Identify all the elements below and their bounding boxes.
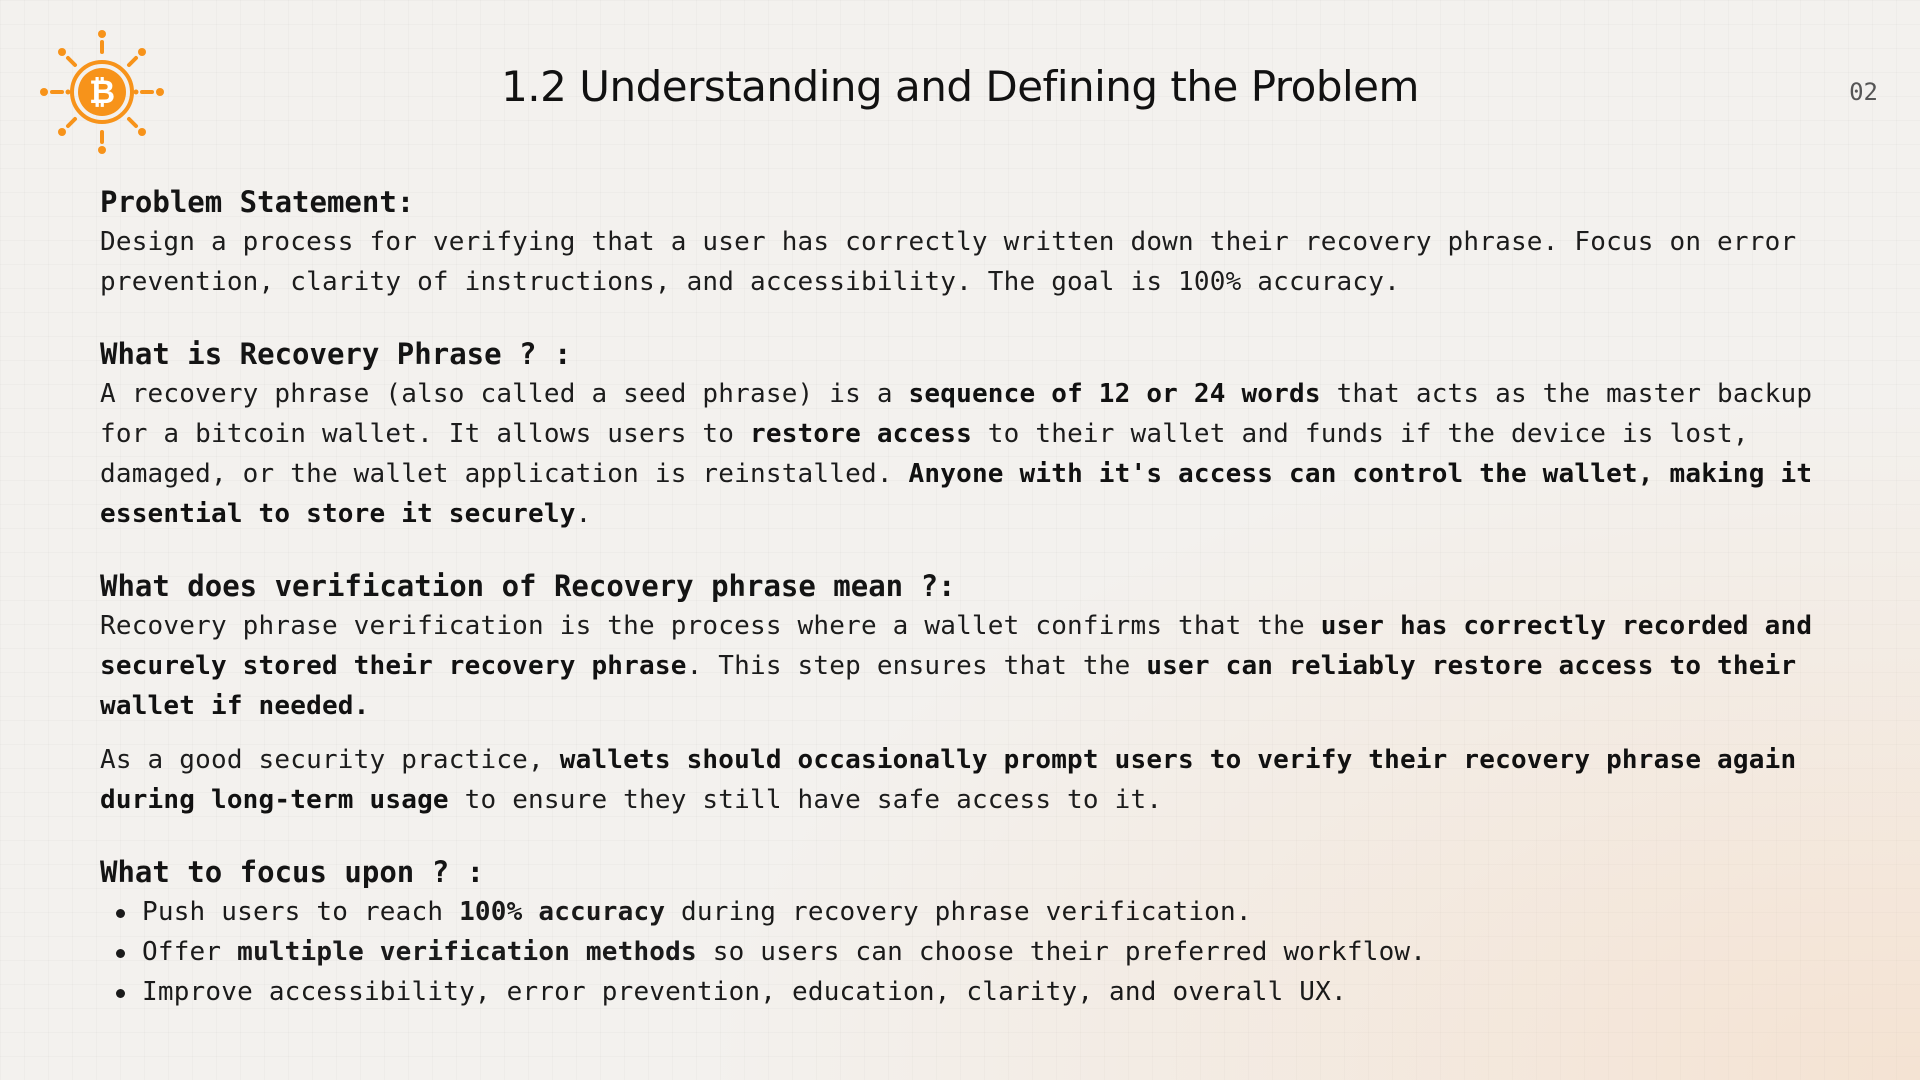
text-run: during recovery phrase verification. [665,897,1252,927]
text-run: . This step ensures that the [686,651,1147,681]
security-practice-section [100,740,1860,820]
text-run: As a good security practice, [100,745,560,775]
recovery-phrase-heading: What is Recovery Phrase ? : [100,337,572,371]
list-item [114,932,1860,972]
recovery-phrase-section [100,334,1860,534]
security-practice-text [100,740,1860,820]
text-run: that acts as the master backup for a bitcoin wallet. It allows users to [100,379,1813,449]
bold-run: Anyone with it's access can control the wallet, making it essential to store it securely [100,459,1813,529]
focus-heading: What to focus upon ? : [100,855,485,889]
bold-run: user can reliably restore access to their wallet if needed. [100,651,1797,721]
bold-run: wallets should occasionally prompt users to verify their recovery phrase again during long-term usage [100,745,1797,815]
list-item [114,892,1860,932]
text-run: Push users to reach [142,897,460,927]
text-run: . [575,499,592,529]
focus-list [100,892,1860,1012]
slide-content [100,182,1860,1044]
text-run: Offer [142,937,238,967]
bold-run: user has correctly recorded and securely stored their recovery phrase [100,611,1813,681]
text-run: Improve accessibility, error prevention, education, clarity, and overall UX. [142,977,1347,1007]
list-item [114,972,1860,1012]
verification-heading: What does verification of Recovery phrase mean ?: [100,569,956,603]
text-run: so users can choose their preferred workflow. [696,937,1427,967]
problem-statement-text: Design a process for verifying that a user has correctly written down their recovery phrase. Focus on error prevention, clarity of instructions, and accessibility. The goal is 100% accuracy. [100,227,1797,297]
text-run: to ensure they still have safe access to it. [448,785,1163,815]
verification-section [100,566,1860,726]
bold-run: restore access [750,419,972,449]
page-number: 02 [1849,78,1878,106]
svg-text:₿: ₿ [88,73,116,111]
text-run: to their wallet and funds if the device is lost, damaged, or the wallet application is reinstalled. [100,419,1749,489]
bold-run: 100% accuracy [459,897,666,927]
page-title: 1.2 Understanding and Defining the Problem [501,62,1419,111]
bold-run: sequence of 12 or 24 words [908,379,1321,409]
bold-run: multiple verification methods [237,937,697,967]
text-run: A recovery phrase (also called a seed phrase) is a [100,379,909,409]
text-run: Recovery phrase verification is the process where a wallet confirms that the [100,611,1321,641]
problem-statement-section [100,182,1860,302]
recovery-phrase-text [100,374,1860,534]
focus-section [100,852,1860,1012]
problem-statement-heading: Problem Statement: [100,185,415,219]
verification-text [100,606,1860,726]
